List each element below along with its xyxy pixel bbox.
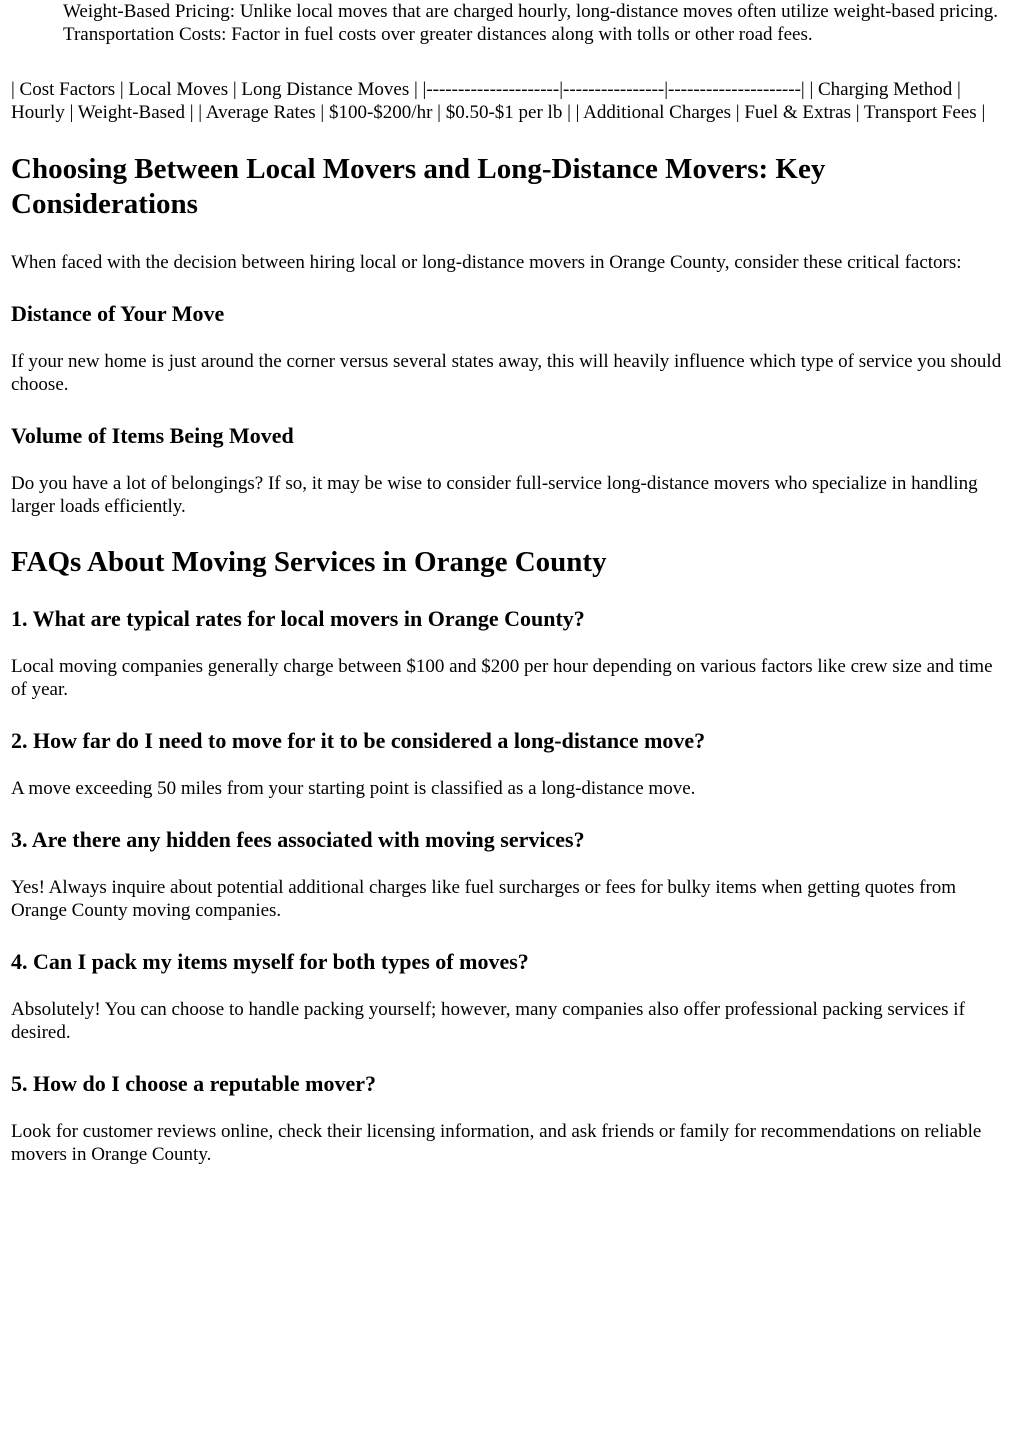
volume-heading: Volume of Items Being Moved <box>11 423 294 448</box>
distance-text: If your new home is just around the corner versus several states away, this will heavily influence which type of service you should choose. <box>11 351 1002 395</box>
faq-question-5: 5. How do I choose a reputable mover? <box>11 1071 377 1096</box>
volume-text: Do you have a lot of belongings? If so, it may be wise to consider full-service long-distance movers who specialize in handling larger loads efficiently. <box>11 473 978 517</box>
faq-question-2: 2. How far do I need to move for it to be considered a long-distance move? <box>11 728 706 753</box>
faq-answer-2: A move exceeding 50 miles from your starting point is classified as a long-distance move. <box>11 778 696 799</box>
distance-heading: Distance of Your Move <box>11 301 225 326</box>
cost-table-text: | Cost Factors | Local Moves | Long Distance Moves | |---------------------|----------------|---------------------| | Charging Method | Hourly | Weight-Based | | Average Rates | $100-$200/hr | $0.50-$1 per lb | | Additional Charges | Fuel & Extras | Transport Fees | <box>11 79 986 123</box>
faq-question-4: 4. Can I pack my items myself for both types of moves? <box>11 949 529 974</box>
choosing-heading: Choosing Between Local Movers and Long-Distance Movers: Key Considerations <box>11 153 826 220</box>
choosing-intro: When faced with the decision between hiring local or long-distance movers in Orange County, consider these critical factors: <box>11 252 962 273</box>
faq-answer-1: Local moving companies generally charge between $100 and $200 per hour depending on various factors like crew size and time of year. <box>11 656 993 700</box>
faq-answer-5: Look for customer reviews online, check their licensing information, and ask friends or family for recommendations on reliable movers in Orange County. <box>11 1121 982 1165</box>
intro-paragraph: Weight-Based Pricing: Unlike local moves that are charged hourly, long-distance moves often utilize weight-based pricing. Transportation Costs: Factor in fuel costs over greater distances along with tolls or other road fees. <box>63 1 999 45</box>
faq-question-1: 1. What are typical rates for local movers in Orange County? <box>11 606 585 631</box>
faq-answer-4: Absolutely! You can choose to handle packing yourself; however, many companies also offer professional packing services if desired. <box>11 999 965 1043</box>
faqs-heading: FAQs About Moving Services in Orange County <box>11 546 607 578</box>
faq-question-3: 3. Are there any hidden fees associated with moving services? <box>11 827 585 852</box>
faq-answer-3: Yes! Always inquire about potential additional charges like fuel surcharges or fees for bulky items when getting quotes from Orange County moving companies. <box>11 877 957 921</box>
